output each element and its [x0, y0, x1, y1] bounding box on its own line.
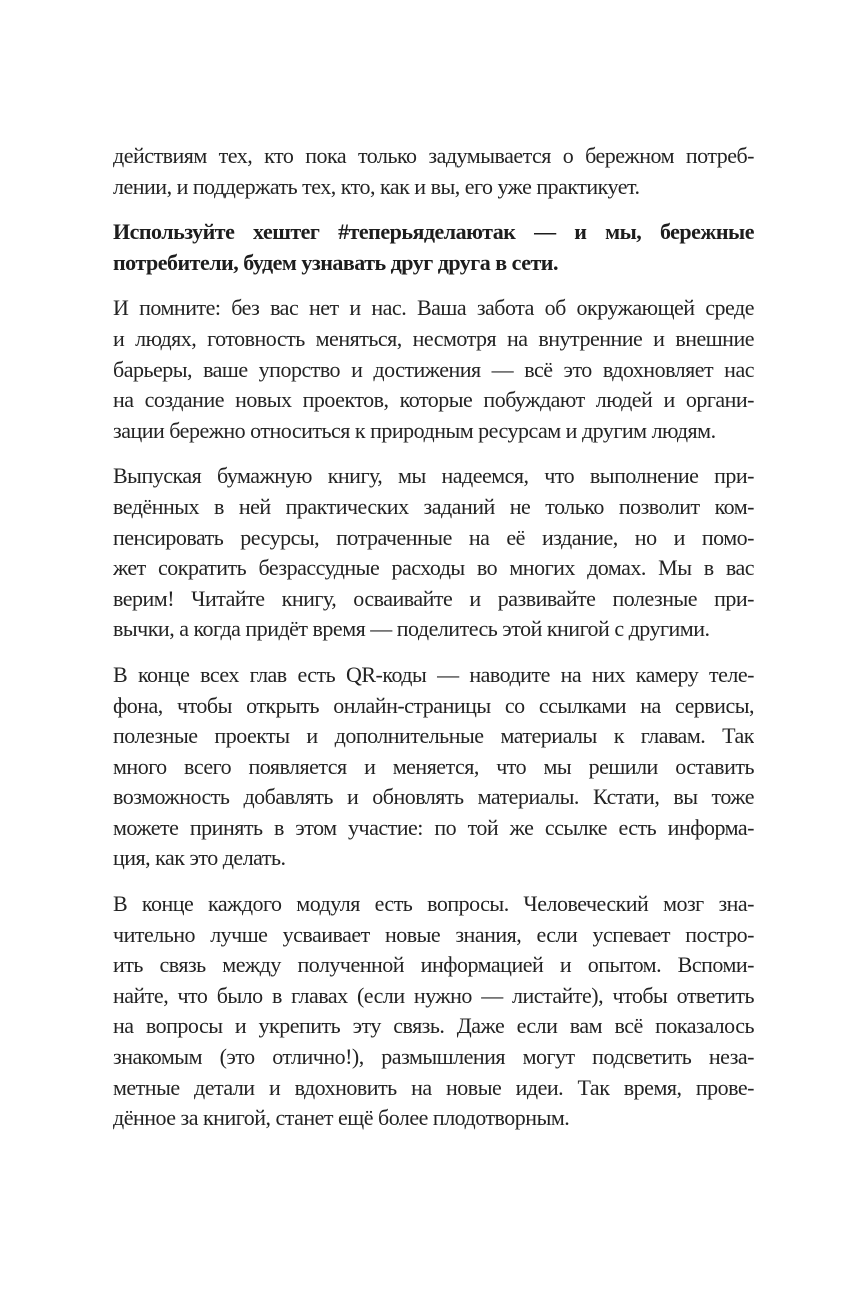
text-line: пенсировать ресурсы, потраченные на её издание, но и помо-: [113, 524, 754, 550]
text-line: действиям тех, кто пока только задумывается о бережном потреб-: [113, 143, 754, 168]
text-line: фона, чтобы открыть онлайн-страницы со ссылками на сервисы,: [113, 692, 754, 718]
text-line: ить связь между полученной информацией и опытом. Вспоми-: [113, 952, 754, 978]
text-line: вычки, а когда придёт время — поделитесь этой книгой с другими.: [113, 616, 710, 642]
text-line: метные детали и вдохновить на новые идеи. Так время, прове-: [113, 1074, 754, 1100]
text-line: на создание новых проектов, которые побуждают людей и органи-: [113, 387, 754, 413]
page-text: [113, 141, 754, 1149]
paragraph: [113, 660, 754, 874]
text-line: жет сократить безрассудные расходы во многих домах. Мы в вас: [113, 555, 754, 581]
text-line: В конце всех глав есть QR-коды — наводите на них камеру теле-: [113, 661, 754, 687]
text-line: полезные проекты и дополнительные материалы к главам. Так: [113, 723, 754, 749]
text-line: ция, как это делать.: [113, 845, 286, 871]
text-line: на вопросы и укрепить эту связь. Даже если вам всё показалось: [113, 1013, 754, 1039]
text-line: ведённых в ней практических заданий не только позволит ком-: [113, 493, 754, 519]
text-line: барьеры, ваше упорство и достижения — всё это вдохновляет нас: [113, 356, 754, 382]
text-line: чительно лучше усваивает новые знания, если успевает постро-: [113, 921, 754, 947]
text-line: дённое за книгой, станет ещё более плодотворным.: [113, 1105, 570, 1131]
text-line: много всего появляется и меняется, что мы решили оставить: [113, 753, 754, 779]
text-line: Выпуская бумажную книгу, мы надеемся, что выполнение при-: [113, 463, 754, 489]
paragraph-bold: [113, 217, 754, 278]
paragraph: [113, 461, 754, 645]
text-line: Используйте хештег #теперьяделаютак — и мы, бережные: [113, 219, 754, 245]
text-line: потребители, будем узнавать друг друга в сети.: [113, 249, 558, 275]
text-line: зации бережно относиться к природным ресурсам и другим людям.: [113, 417, 716, 443]
paragraph: [113, 293, 754, 446]
paragraph: [113, 889, 754, 1134]
text-line: возможность добавлять и обновлять материалы. Кстати, вы тоже: [113, 784, 754, 810]
text-line: верим! Читайте книгу, осваивайте и развивайте полезные при-: [113, 585, 754, 611]
text-line: лении, и поддержать тех, кто, как и вы, его уже практикует.: [113, 173, 640, 199]
text-line: знакомым (это отлично!), размышления могут подсветить неза-: [113, 1044, 754, 1070]
paragraph: [113, 141, 754, 202]
text-line: В конце каждого модуля есть вопросы. Человеческий мозг зна-: [113, 891, 754, 917]
text-line: найте, что было в главах (если нужно — листайте), чтобы ответить: [113, 982, 754, 1008]
text-line: И помните: без вас нет и нас. Ваша забота об окружающей среде: [113, 295, 754, 321]
text-line: можете принять в этом участие: по той же ссылке есть информа-: [113, 814, 754, 840]
text-line: и людях, готовность меняться, несмотря на внутренние и внешние: [113, 325, 754, 351]
